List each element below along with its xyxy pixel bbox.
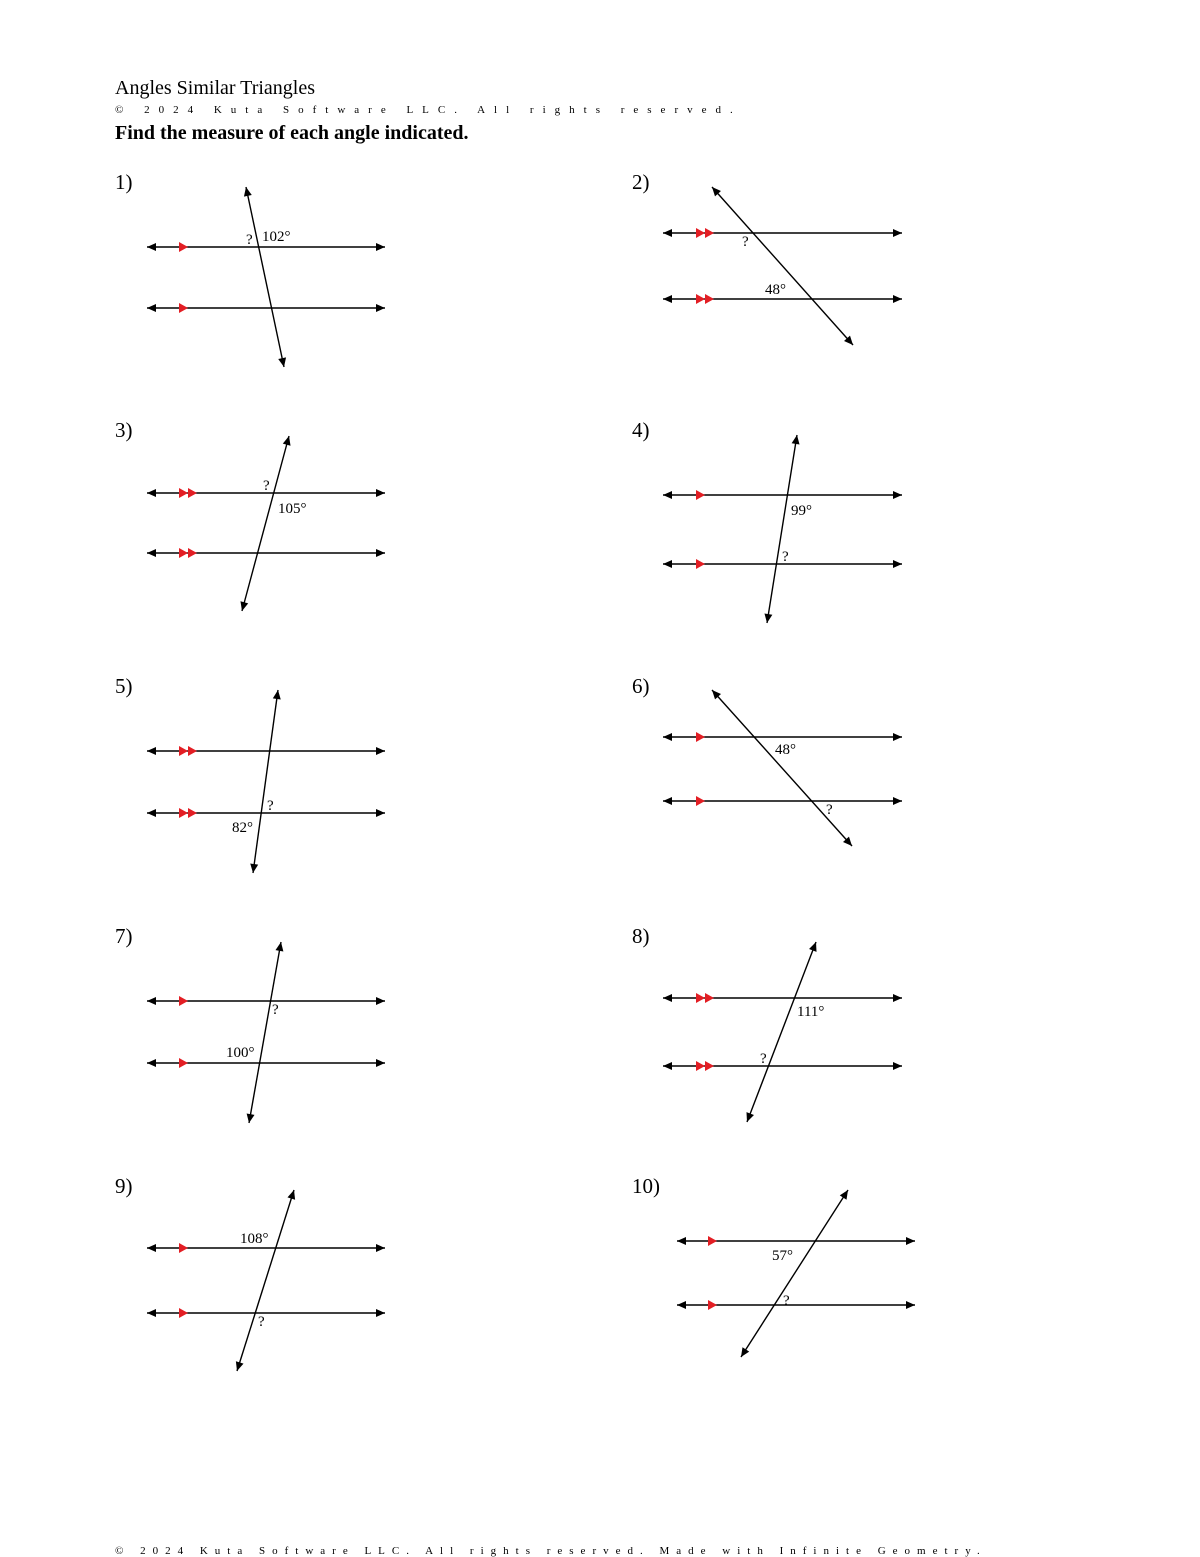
problem-4-parallel-line-top-arrowhead-end xyxy=(893,491,902,499)
problem-1-transversal-arrowhead-end xyxy=(278,357,286,367)
problem-1-parallel-line-top-arrowhead-start xyxy=(147,243,156,251)
problem-10-number: 10) xyxy=(632,1174,660,1198)
problem-7-number: 7) xyxy=(115,924,133,948)
problem-2-parallel-line-bottom-arrowhead-start xyxy=(663,295,672,303)
problem-6-parallel-line-top-arrowhead-end xyxy=(893,733,902,741)
problem-2-parallel-line-top-arrowhead-start xyxy=(663,229,672,237)
problem-8-parallel-tick-bottom-1 xyxy=(696,1061,705,1071)
problem-9-given-label: 108° xyxy=(240,1231,269,1247)
problem-9-parallel-line-top-arrowhead-end xyxy=(376,1244,385,1252)
problem-7-transversal-arrowhead-end xyxy=(247,1113,255,1123)
problem-5-parallel-tick-bottom-2 xyxy=(188,808,197,818)
problem-7-parallel-tick-bottom-1 xyxy=(179,1058,188,1068)
worksheet-title: Angles Similar Triangles xyxy=(115,77,316,99)
problem-6-transversal xyxy=(712,690,852,846)
problem-1-parallel-line-top-arrowhead-end xyxy=(376,243,385,251)
problem-2-parallel-line-bottom-arrowhead-end xyxy=(893,295,902,303)
problem-5-transversal xyxy=(253,690,278,873)
problem-6-parallel-line-top-arrowhead-start xyxy=(663,733,672,741)
problem-8-parallel-line-bottom-arrowhead-end xyxy=(893,1062,902,1070)
problem-10-parallel-tick-top-1 xyxy=(708,1236,717,1246)
problem-3-transversal-arrowhead-end xyxy=(240,601,248,611)
problem-4-transversal xyxy=(767,435,797,623)
problem-5-parallel-line-top-arrowhead-end xyxy=(376,747,385,755)
problem-8-transversal xyxy=(747,942,816,1122)
problem-3-transversal xyxy=(242,436,289,611)
problem-2-parallel-tick-top-2 xyxy=(705,228,714,238)
problem-5-transversal-arrowhead-start xyxy=(273,690,281,699)
problem-3-given-label: 105° xyxy=(278,501,307,517)
problem-5-parallel-tick-top-1 xyxy=(179,746,188,756)
problem-6-number: 6) xyxy=(632,674,650,698)
problem-4-parallel-tick-top-1 xyxy=(696,490,705,500)
problem-7-parallel-tick-top-1 xyxy=(179,996,188,1006)
problem-1-given-label: 102° xyxy=(262,229,291,245)
problem-5-given-label: 82° xyxy=(232,820,253,836)
problem-2-parallel-line-top-arrowhead-end xyxy=(893,229,902,237)
problem-3-parallel-tick-top-2 xyxy=(188,488,197,498)
problem-10-transversal-arrowhead-start xyxy=(840,1190,848,1200)
page-footer: © 2024 Kuta Software LLC. All rights reserved. Made with Infinite Geometry. xyxy=(115,1545,987,1557)
problem-3-parallel-line-bottom-arrowhead-end xyxy=(376,549,385,557)
problem-3-unknown-label: ? xyxy=(263,478,270,494)
problem-1-parallel-tick-top-1 xyxy=(179,242,188,252)
problem-7-given-label: 100° xyxy=(226,1045,255,1061)
problem-6-parallel-line-bottom-arrowhead-end xyxy=(893,797,902,805)
problem-10-parallel-line-bottom-arrowhead-end xyxy=(906,1301,915,1309)
problem-7-transversal xyxy=(249,942,281,1123)
problem-6-parallel-line-bottom-arrowhead-start xyxy=(663,797,672,805)
problem-3-transversal-arrowhead-start xyxy=(283,436,291,446)
problem-7-parallel-line-bottom-arrowhead-start xyxy=(147,1059,156,1067)
problem-3-parallel-tick-bottom-1 xyxy=(179,548,188,558)
problem-1-parallel-line-bottom-arrowhead-end xyxy=(376,304,385,312)
problem-8-parallel-tick-bottom-2 xyxy=(705,1061,714,1071)
problem-8-parallel-tick-top-2 xyxy=(705,993,714,1003)
problem-9-parallel-line-bottom-arrowhead-start xyxy=(147,1309,156,1317)
problem-6-unknown-label: ? xyxy=(826,802,833,818)
problem-1-parallel-line-bottom-arrowhead-start xyxy=(147,304,156,312)
problem-10-given-label: 57° xyxy=(772,1248,793,1264)
problem-5-number: 5) xyxy=(115,674,133,698)
problem-10-unknown-label: ? xyxy=(783,1293,790,1309)
problem-1-transversal xyxy=(246,187,284,367)
problem-8-unknown-label: ? xyxy=(760,1051,767,1067)
problem-9-transversal xyxy=(237,1190,294,1371)
problem-9-parallel-tick-bottom-1 xyxy=(179,1308,188,1318)
problem-9-parallel-line-bottom-arrowhead-end xyxy=(376,1309,385,1317)
problem-10-transversal-arrowhead-end xyxy=(741,1347,749,1357)
problem-6-parallel-tick-bottom-1 xyxy=(696,796,705,806)
problem-2-unknown-label: ? xyxy=(742,234,749,250)
problem-7-unknown-label: ? xyxy=(272,1002,279,1018)
problem-10-parallel-line-bottom-arrowhead-start xyxy=(677,1301,686,1309)
problem-4-transversal-arrowhead-end xyxy=(764,613,772,623)
problem-4-parallel-line-top-arrowhead-start xyxy=(663,491,672,499)
problem-4-unknown-label: ? xyxy=(782,549,789,565)
problem-8-parallel-line-top-arrowhead-start xyxy=(663,994,672,1002)
problem-2-parallel-tick-top-1 xyxy=(696,228,705,238)
problem-9-parallel-line-top-arrowhead-start xyxy=(147,1244,156,1252)
problem-1-unknown-label: ? xyxy=(246,232,253,248)
problem-4-transversal-arrowhead-start xyxy=(792,435,800,445)
instructions: Find the measure of each angle indicated. xyxy=(115,122,469,144)
problem-2-transversal xyxy=(712,187,853,345)
problem-9-transversal-arrowhead-start xyxy=(287,1190,295,1200)
problem-3-parallel-tick-top-1 xyxy=(179,488,188,498)
problem-7-parallel-line-bottom-arrowhead-end xyxy=(376,1059,385,1067)
problem-2-parallel-tick-bottom-2 xyxy=(705,294,714,304)
problem-5-unknown-label: ? xyxy=(267,798,274,814)
problem-9-number: 9) xyxy=(115,1174,133,1198)
problem-3-parallel-line-top-arrowhead-start xyxy=(147,489,156,497)
problem-3-number: 3) xyxy=(115,418,133,442)
problem-2-parallel-tick-bottom-1 xyxy=(696,294,705,304)
problem-8-number: 8) xyxy=(632,924,650,948)
problem-2-number: 2) xyxy=(632,170,650,194)
problem-2-given-label: 48° xyxy=(765,282,786,298)
problem-1-transversal-arrowhead-start xyxy=(244,187,252,197)
problem-3-parallel-tick-bottom-2 xyxy=(188,548,197,558)
problem-8-transversal-arrowhead-start xyxy=(809,942,816,952)
problem-7-transversal-arrowhead-start xyxy=(275,942,283,952)
problem-10-parallel-tick-bottom-1 xyxy=(708,1300,717,1310)
problem-7-parallel-line-top-arrowhead-start xyxy=(147,997,156,1005)
problem-8-parallel-line-top-arrowhead-end xyxy=(893,994,902,1002)
problem-8-transversal-arrowhead-end xyxy=(746,1112,753,1122)
problem-6-given-label: 48° xyxy=(775,742,796,758)
problem-4-given-label: 99° xyxy=(791,503,812,519)
problem-5-parallel-tick-top-2 xyxy=(188,746,197,756)
problem-4-parallel-line-bottom-arrowhead-start xyxy=(663,560,672,568)
problem-4-number: 4) xyxy=(632,418,650,442)
problem-5-transversal-arrowhead-end xyxy=(250,864,258,873)
problem-10-transversal xyxy=(741,1190,848,1357)
problem-9-transversal-arrowhead-end xyxy=(236,1361,244,1371)
problem-6-parallel-tick-top-1 xyxy=(696,732,705,742)
problem-1-parallel-tick-bottom-1 xyxy=(179,303,188,313)
problem-9-unknown-label: ? xyxy=(258,1314,265,1330)
copyright-notice: © 2024 Kuta Software LLC. All rights reserved. xyxy=(115,104,742,116)
problem-10-parallel-line-top-arrowhead-end xyxy=(906,1237,915,1245)
problem-8-parallel-tick-top-1 xyxy=(696,993,705,1003)
problem-3-parallel-line-bottom-arrowhead-start xyxy=(147,549,156,557)
problem-3-parallel-line-top-arrowhead-end xyxy=(376,489,385,497)
problem-5-parallel-tick-bottom-1 xyxy=(179,808,188,818)
problem-4-parallel-tick-bottom-1 xyxy=(696,559,705,569)
problem-4-parallel-line-bottom-arrowhead-end xyxy=(893,560,902,568)
problem-5-parallel-line-bottom-arrowhead-start xyxy=(147,809,156,817)
problem-8-given-label: 111° xyxy=(797,1004,825,1020)
problem-8-parallel-line-bottom-arrowhead-start xyxy=(663,1062,672,1070)
problem-1-number: 1) xyxy=(115,170,133,194)
problem-5-parallel-line-top-arrowhead-start xyxy=(147,747,156,755)
problem-5-parallel-line-bottom-arrowhead-end xyxy=(376,809,385,817)
problem-7-parallel-line-top-arrowhead-end xyxy=(376,997,385,1005)
problem-9-parallel-tick-top-1 xyxy=(179,1243,188,1253)
problem-10-parallel-line-top-arrowhead-start xyxy=(677,1237,686,1245)
